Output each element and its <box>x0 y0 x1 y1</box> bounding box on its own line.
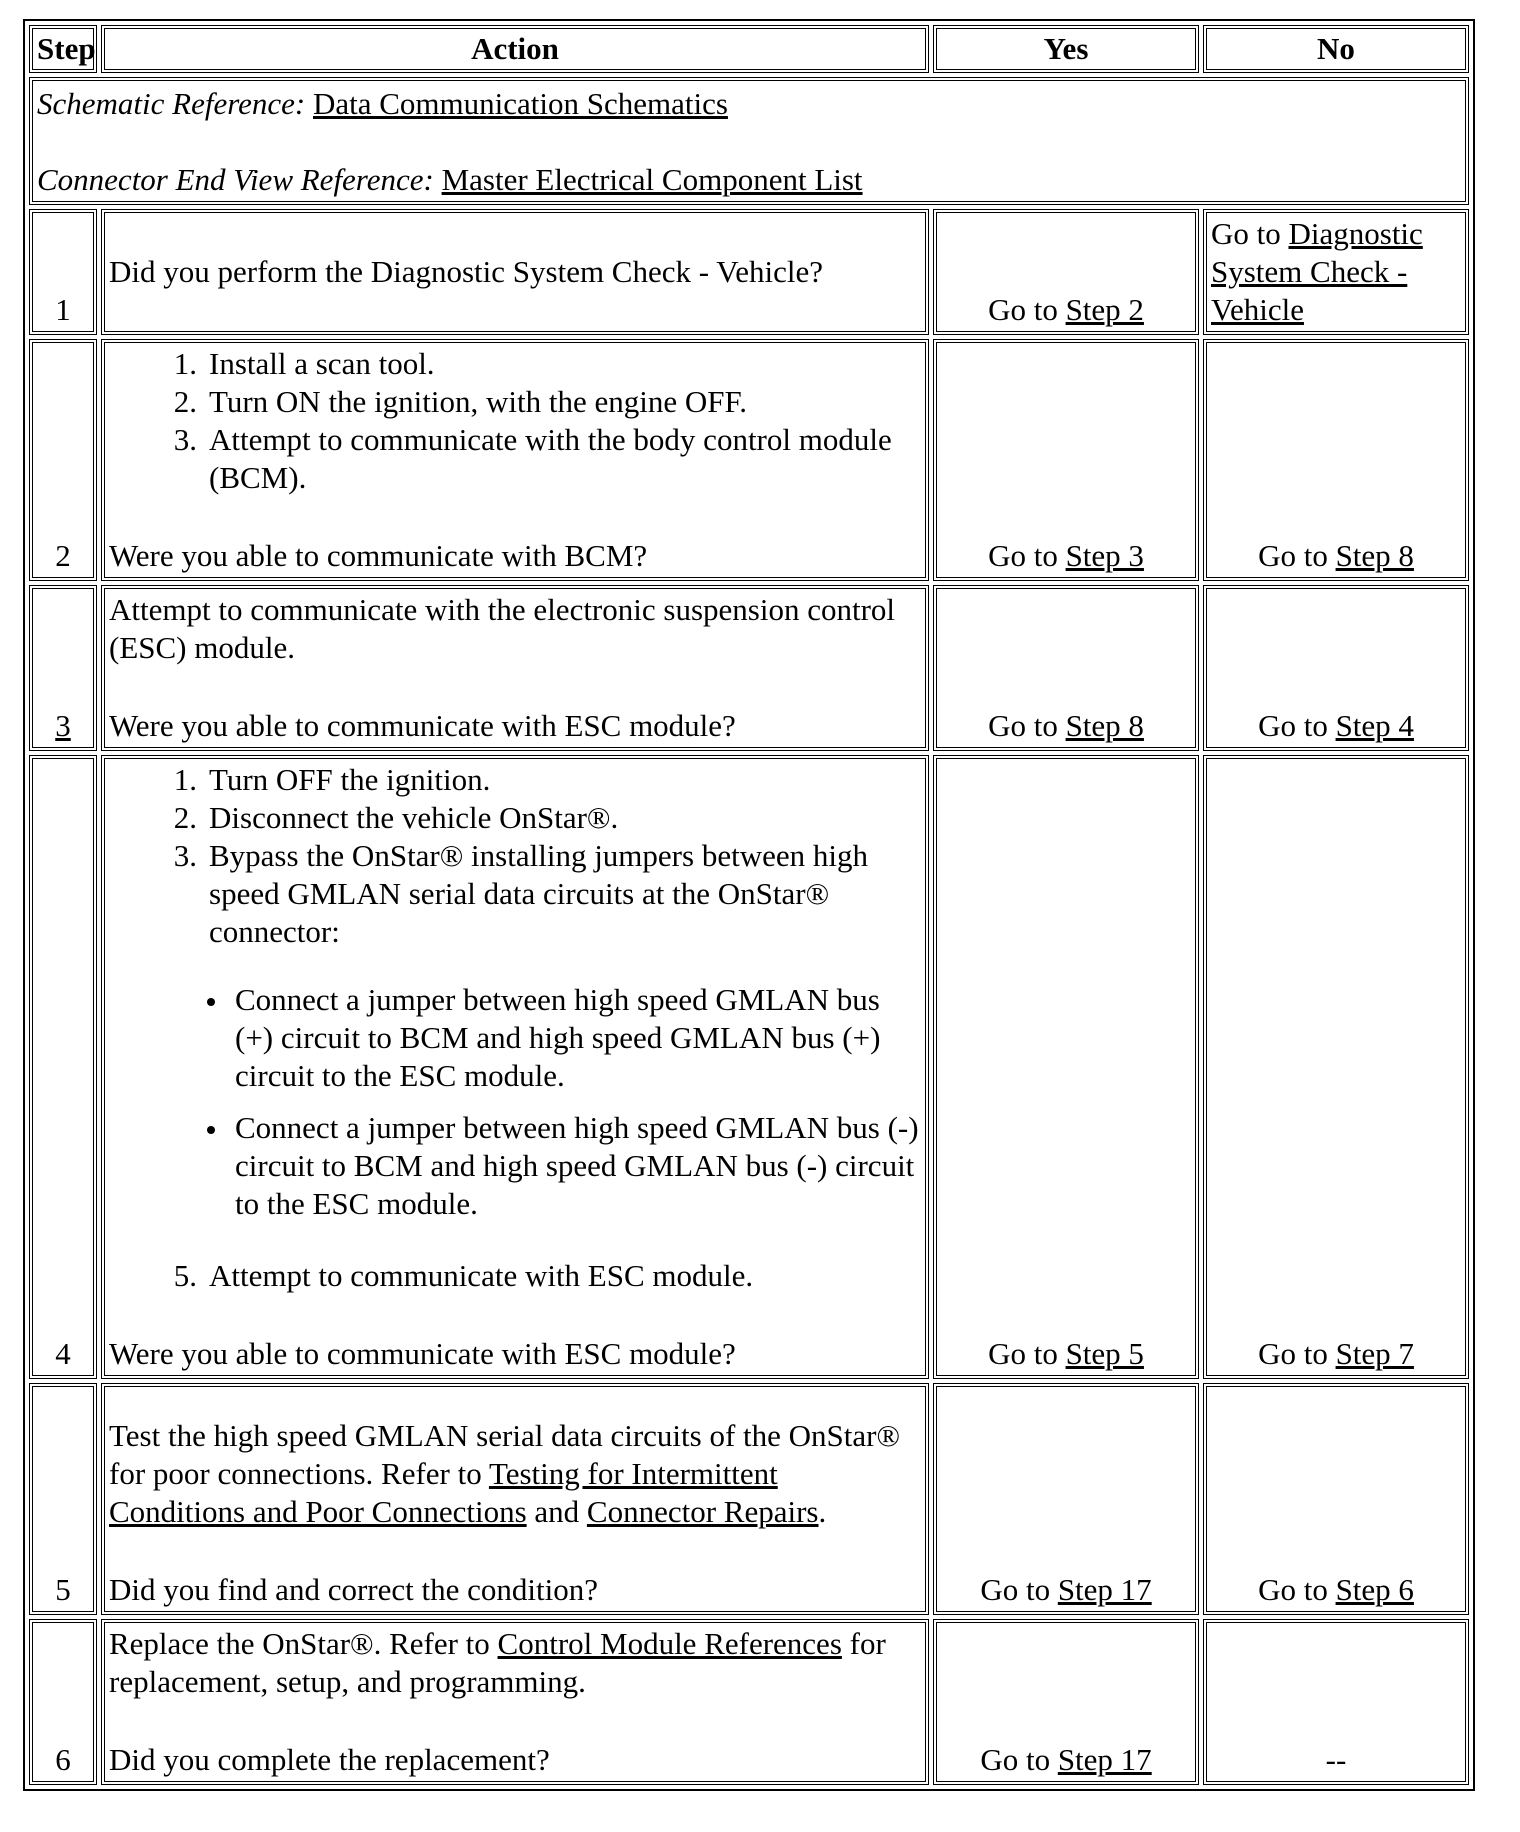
table-row <box>29 1619 1469 1785</box>
list-item <box>161 1257 921 1295</box>
header-no: No <box>1203 25 1469 73</box>
list-item <box>161 421 921 497</box>
yes-prefix: Go to <box>988 708 1066 743</box>
intermittent-conditions-link[interactable]: Testing for Intermittent Conditions and Poor Connections <box>109 1456 778 1529</box>
no-step-link[interactable]: Diagnostic System Check - Vehicle <box>1211 216 1423 327</box>
table-row <box>29 339 1469 581</box>
step-number: 2 <box>29 339 97 581</box>
list-item <box>161 761 921 799</box>
no-placeholder: -- <box>1325 1742 1347 1777</box>
no-step-link[interactable]: Step 6 <box>1335 1572 1414 1607</box>
action-cell <box>101 585 929 751</box>
yes-step-link[interactable]: Step 8 <box>1065 708 1144 743</box>
no-prefix: Go to <box>1258 708 1336 743</box>
reference-row <box>29 77 1469 205</box>
question-text: Did you find and correct the condition? <box>109 1572 598 1607</box>
yes-prefix: Go to <box>988 292 1066 327</box>
yes-prefix: Go to <box>988 538 1066 573</box>
connector-reference-link[interactable]: Master Electrical Component List <box>441 162 863 197</box>
yes-cell <box>933 755 1199 1379</box>
yes-step-link[interactable]: Step 2 <box>1065 292 1144 327</box>
action-cell <box>101 1383 929 1615</box>
step-number <box>29 585 97 751</box>
yes-prefix: Go to <box>988 1336 1066 1371</box>
action-cell <box>101 755 929 1379</box>
yes-prefix: Go to <box>980 1742 1058 1777</box>
step-number: 6 <box>29 1619 97 1785</box>
reference-cell <box>29 77 1469 205</box>
list-item-text: Turn ON the ignition, with the engine OFF. <box>209 384 748 419</box>
yes-step-link[interactable]: Step 17 <box>1057 1572 1152 1607</box>
header-step: Step <box>29 25 97 73</box>
schematic-reference <box>37 85 1461 123</box>
jumper-bullet-list <box>109 981 921 1223</box>
list-item <box>161 799 921 837</box>
table-row <box>29 755 1469 1379</box>
action-text-part: and <box>526 1494 587 1529</box>
action-text-part: Replace the OnStar®. Refer to <box>109 1626 498 1661</box>
yes-cell <box>933 1383 1199 1615</box>
list-item-number: 3. <box>173 422 197 457</box>
action-text-part: Test the high speed GMLAN serial data circuits of the OnStar® for poor connections. Refer to <box>109 1418 901 1491</box>
action-text-part: for replacement, setup, and programming. <box>109 1626 886 1699</box>
header-yes: Yes <box>933 25 1199 73</box>
list-item <box>161 383 921 421</box>
table-row <box>29 209 1469 335</box>
no-prefix: Go to <box>1258 1572 1336 1607</box>
table-row <box>29 585 1469 751</box>
list-item-text: Install a scan tool. <box>209 346 435 381</box>
no-cell <box>1203 1619 1469 1785</box>
table-row <box>29 1383 1469 1615</box>
action-cell <box>101 1619 929 1785</box>
list-item-number: 5. <box>173 1258 197 1293</box>
no-step-link[interactable]: Step 4 <box>1335 708 1414 743</box>
action-text <box>109 1417 921 1531</box>
yes-step-link[interactable]: Step 5 <box>1065 1336 1144 1371</box>
yes-step-link[interactable]: Step 3 <box>1065 538 1144 573</box>
list-item-text: Bypass the OnStar® installing jumpers between high speed GMLAN serial data circuits at the OnStar® connector: <box>209 838 868 949</box>
no-cell <box>1203 1383 1469 1615</box>
question-text: Did you perform the Diagnostic System Check - Vehicle? <box>109 254 823 289</box>
no-step-link[interactable]: Step 8 <box>1335 538 1414 573</box>
no-prefix: Go to <box>1258 1336 1336 1371</box>
action-text <box>109 1625 921 1701</box>
procedure-list <box>109 345 921 497</box>
step-number: 5 <box>29 1383 97 1615</box>
no-cell <box>1203 339 1469 581</box>
yes-step-link[interactable]: Step 17 <box>1057 1742 1152 1777</box>
yes-prefix: Go to <box>980 1572 1058 1607</box>
procedure-list <box>109 761 921 951</box>
bullet-item: Connect a jumper between high speed GMLAN bus (+) circuit to BCM and high speed GMLAN bus (+) circuit to the ESC module. <box>205 981 921 1095</box>
no-step-link[interactable]: Step 7 <box>1335 1336 1414 1371</box>
no-cell <box>1203 585 1469 751</box>
diagnostic-table <box>23 19 1475 1791</box>
procedure-list-continued <box>109 1257 921 1295</box>
yes-cell <box>933 1619 1199 1785</box>
action-cell <box>101 209 929 335</box>
step-number: 4 <box>29 755 97 1379</box>
diagnostic-table-container <box>23 19 1471 1791</box>
connector-reference <box>37 161 1461 199</box>
question-text: Were you able to communicate with ESC module? <box>109 708 736 743</box>
header-action: Action <box>101 25 929 73</box>
list-item-number: 1. <box>173 762 197 797</box>
step-number: 1 <box>29 209 97 335</box>
control-module-references-link[interactable]: Control Module References <box>497 1626 842 1661</box>
action-cell <box>101 339 929 581</box>
list-item-text: Disconnect the vehicle OnStar®. <box>209 800 619 835</box>
step-3-link[interactable]: 3 <box>55 708 71 743</box>
connector-reference-label: Connector End View Reference: <box>37 162 434 197</box>
question-text: Were you able to communicate with ESC module? <box>109 1336 736 1371</box>
list-item-text: Attempt to communicate with the body control module (BCM). <box>209 422 892 495</box>
no-cell <box>1203 209 1469 335</box>
list-item-number: 3. <box>173 838 197 873</box>
action-text: Attempt to communicate with the electronic suspension control (ESC) module. <box>109 592 896 665</box>
header-row <box>29 25 1469 73</box>
list-item <box>161 345 921 383</box>
schematic-reference-label: Schematic Reference: <box>37 86 306 121</box>
list-item-text: Turn OFF the ignition. <box>209 762 491 797</box>
yes-cell <box>933 209 1199 335</box>
list-item-number: 2. <box>173 800 197 835</box>
list-item-number: 1. <box>173 346 197 381</box>
list-item-number: 2. <box>173 384 197 419</box>
connector-repairs-link[interactable]: Connector Repairs <box>586 1494 819 1529</box>
yes-cell <box>933 585 1199 751</box>
no-prefix: Go to <box>1258 538 1336 573</box>
list-item-text: Attempt to communicate with ESC module. <box>209 1258 754 1293</box>
yes-cell <box>933 339 1199 581</box>
list-item <box>161 837 921 951</box>
question-text: Did you complete the replacement? <box>109 1742 550 1777</box>
schematic-reference-link[interactable]: Data Communication Schematics <box>312 86 728 121</box>
no-cell <box>1203 755 1469 1379</box>
question-text: Were you able to communicate with BCM? <box>109 538 648 573</box>
bullet-item: Connect a jumper between high speed GMLAN bus (-) circuit to BCM and high speed GMLAN bus (-) circuit to the ESC module. <box>205 1109 921 1223</box>
no-prefix: Go to <box>1211 216 1289 251</box>
action-text-part: . <box>818 1494 827 1529</box>
